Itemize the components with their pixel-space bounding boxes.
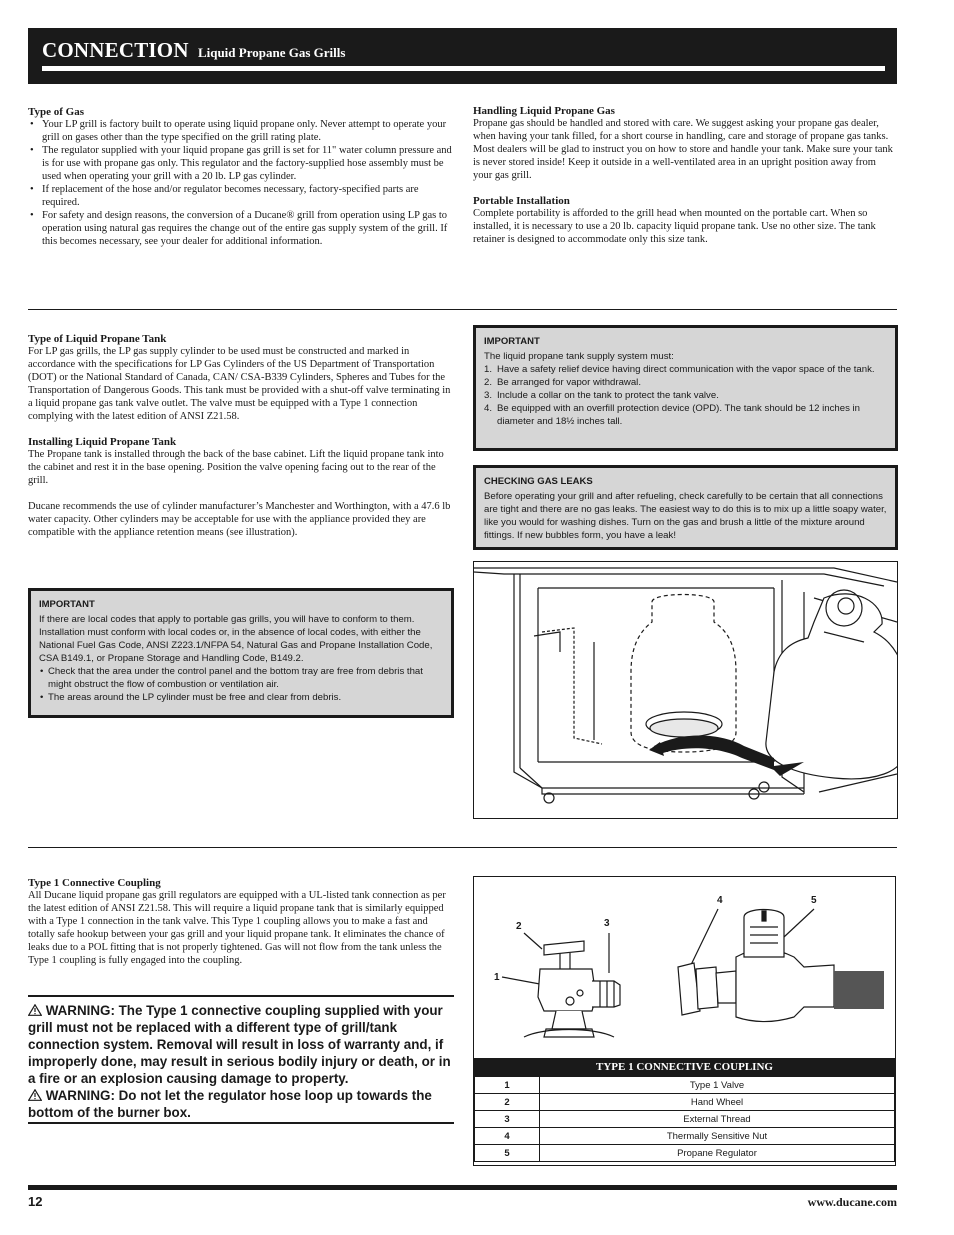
- leaks-text: Before operating your grill and after refueling, check carefully to be certain that all connections are tight and there are no gas leaks. The easiest way to do this is to mix up a little soapy water, like you would for washing dishes. Turn on the gas and brush a little of the mixture around fittings. If new bubbles form, you have a leak!: [484, 491, 887, 541]
- part-number: 5: [475, 1145, 540, 1162]
- important-intro: The liquid propane tank supply system must:: [484, 351, 674, 362]
- part-label: Type 1 Valve: [540, 1077, 895, 1094]
- table-row: [475, 1077, 895, 1094]
- callout-3: 3: [604, 918, 610, 929]
- coupling-text: All Ducane liquid propane gas grill regulators are equipped with a UL-listed tank connection as per the latest edition of ANSI Z21.58. This will require a liquid propane tank that is similarly equipped with a Type 1 connection in the tank valve. This Type 1 coupling allows you to make a fast and totally safe hookup between your gas grill and your liquid propane tank. It eliminates the chance of leaks due to a POL fitting that is not properly tightened. Gas will not flow from the tank unless the Type 1 coupling is fully engaged into the coupling.: [28, 890, 446, 966]
- part-label: Hand Wheel: [540, 1094, 895, 1111]
- list-item: • For safety and design reasons, the conversion of a Ducane® grill from operation using LP gas to operation using natural gas requires the change out of the entire gas supply system of the grill. If this becomes necessary, see your dealer for additional information.: [28, 209, 454, 248]
- important-local-codes-box: [28, 588, 454, 718]
- handling-heading: Handling Liquid Propane Gas: [473, 105, 615, 117]
- installing-heading: Installing Liquid Propane Tank: [28, 436, 177, 448]
- part-number: 2: [475, 1094, 540, 1111]
- coupling-parts-table: [474, 1076, 895, 1162]
- important-text: If there are local codes that apply to portable gas grills, you will have to conform to them. Installation must conform with local codes or, in the absence of local codes, with either the National Fuel Gas Code, ANSI Z223.1/NFPA 54, Natural Gas and Propane Installation Code, CSA B149.1, or Propane Storage and Handling Code, B149.2.: [39, 614, 433, 664]
- list-item: • If replacement of the hose and/or regulator becomes necessary, factory-specified parts are required.: [28, 183, 454, 209]
- important-tank-list: [484, 363, 887, 428]
- callout-5: 5: [811, 895, 817, 906]
- list-item: 4. Be equipped with an overfill protection device (OPD). The tank should be 12 inches in diameter and 18½ inches tall.: [484, 403, 860, 427]
- warning-triangle-icon: [28, 1089, 42, 1101]
- gas-leaks-box: [473, 465, 898, 550]
- list-item: 2. Be arranged for vapor withdrawal.: [484, 377, 641, 388]
- warning-triangle-icon: [28, 1004, 42, 1016]
- warning-1: WARNING: The Type 1 connective coupling supplied with your grill must not be replaced with a different type of grill/tank connection system. Removal will result in loss of warranty and, if improperly done, may result in serious bodily injury or death, or in a fire or an explosion causing damage to property.: [28, 1003, 451, 1086]
- tank-type-section: [28, 333, 454, 539]
- warning-block: [28, 1002, 454, 1121]
- type-of-gas-section: [28, 106, 454, 248]
- page-title: [42, 38, 345, 63]
- warning-top-rule: [28, 995, 454, 997]
- footer-rule: [28, 1185, 897, 1190]
- header-subtitle: Liquid Propane Gas Grills: [197, 45, 346, 60]
- warning-2: WARNING: Do not let the regulator hose loop up towards the bottom of the burner box.: [28, 1088, 432, 1120]
- installing-text-1: The Propane tank is installed through the back of the base cabinet. Lift the liquid propane tank into the cabinet and rest it in the base opening. Position the valve opening facing out to the rear of the grill.: [28, 449, 444, 486]
- important-title: IMPORTANT: [39, 599, 95, 610]
- list-item: 1. Have a safety relief device having direct communication with the vapor space of the tank.: [484, 364, 875, 375]
- part-number: 3: [475, 1111, 540, 1128]
- list-item: • The regulator supplied with your liquid propane gas grill is set for 11" water column pressure and is for use with propane gas only. This regulator and the factory-supplied hose assembly must be used when operating your grill with a 20 lb. LP gas cylinder.: [28, 144, 454, 183]
- portable-text: Complete portability is afforded to the grill head when mounted on the portable cart. When so installed, it is necessary to use a 20 lb. capacity liquid propane tank. Use no other size. The tank retainer is designed to accommodate only this size tank.: [473, 208, 876, 245]
- section-divider: [28, 309, 897, 310]
- part-label: Thermally Sensitive Nut: [540, 1128, 895, 1145]
- handling-text: Propane gas should be handled and stored with care. We suggest asking your propane gas dealer, when having your tank filled, for a short course in handling, care and storage of propane gas tanks. Most dealers will be glad to instruct you on how to store and handle your tank. Make sure your tank is never stored inside! Keep it outside in a well-ventilated area in an upright position away from your gas grill.: [473, 118, 893, 181]
- callout-1: 1: [494, 972, 500, 983]
- table-row: [475, 1145, 895, 1162]
- tank-type-heading: Type of Liquid Propane Tank: [28, 333, 167, 345]
- type-of-gas-heading: Type of Gas: [28, 106, 85, 118]
- table-row: [475, 1111, 895, 1128]
- part-number: 1: [475, 1077, 540, 1094]
- handling-section: [473, 105, 897, 246]
- tank-installation-illustration: [473, 561, 898, 819]
- section-divider: [28, 847, 897, 848]
- leaks-title: CHECKING GAS LEAKS: [484, 476, 593, 487]
- page-number: 12: [28, 1194, 43, 1209]
- part-label: Propane Regulator: [540, 1145, 895, 1162]
- website-link[interactable]: www.ducane.com: [807, 1195, 897, 1209]
- important-title: IMPORTANT: [484, 336, 540, 347]
- installing-text-2: Ducane recommends the use of cylinder manufacturer’s Manchester and Worthington, with a 47.6 lb water capacity. Other cylinders may be acceptable for use with the appliance provided they are compatible with the appliance retention means (see illustration).: [28, 501, 451, 538]
- tank-type-text: For LP gas grills, the LP gas supply cylinder to be used must be constructed and marked in accordance with the specifications for LP Gas Cylinders of the US Department of Transportation (DOT) or the National Standard of Canada, CAN/ CSA-B339 Cylinders, Spheres and Tubes for the Transportation of Dangerous Goods. This tank must be provided with a shut-off valve terminating in a liquid propane gas tank valve outlet. The valve must be equipped with a Type 1 connection complying with the latest edition of ANSI Z21.58.: [28, 346, 451, 422]
- part-number: 4: [475, 1128, 540, 1145]
- coupling-diagram: [473, 876, 896, 1166]
- coupling-section: [28, 877, 454, 967]
- type-of-gas-list: [28, 118, 454, 248]
- coupling-illustration: [474, 877, 895, 1059]
- table-row: [475, 1094, 895, 1111]
- header-title: CONNECTION: [42, 38, 189, 62]
- header-rule: [42, 66, 885, 71]
- hose-icon: [834, 971, 884, 1009]
- callout-4: 4: [717, 895, 723, 906]
- list-item: 3. Include a collar on the tank to protect the tank valve.: [484, 390, 719, 401]
- list-item: • The areas around the LP cylinder must be free and clear from debris.: [39, 691, 443, 704]
- coupling-heading: Type 1 Connective Coupling: [28, 877, 161, 889]
- list-item: • Check that the area under the control panel and the bottom tray are free from debris that might obstruct the flow of combustion or ventilation air.: [39, 665, 443, 691]
- part-label: External Thread: [540, 1111, 895, 1128]
- cabinet-illustration: [474, 562, 897, 818]
- page-header: [28, 28, 897, 84]
- warning-bottom-rule: [28, 1122, 454, 1124]
- important-tank-box: [473, 325, 898, 451]
- coupling-table-title: TYPE 1 CONNECTIVE COUPLING: [474, 1058, 895, 1076]
- portable-heading: Portable Installation: [473, 195, 570, 207]
- list-item: • Your LP grill is factory built to operate using liquid propane only. Never attempt to operate your grill on gases other than the type specified on the grill rating plate.: [28, 118, 454, 144]
- table-row: [475, 1128, 895, 1145]
- callout-2: 2: [516, 921, 522, 932]
- important-bullets: [39, 665, 443, 704]
